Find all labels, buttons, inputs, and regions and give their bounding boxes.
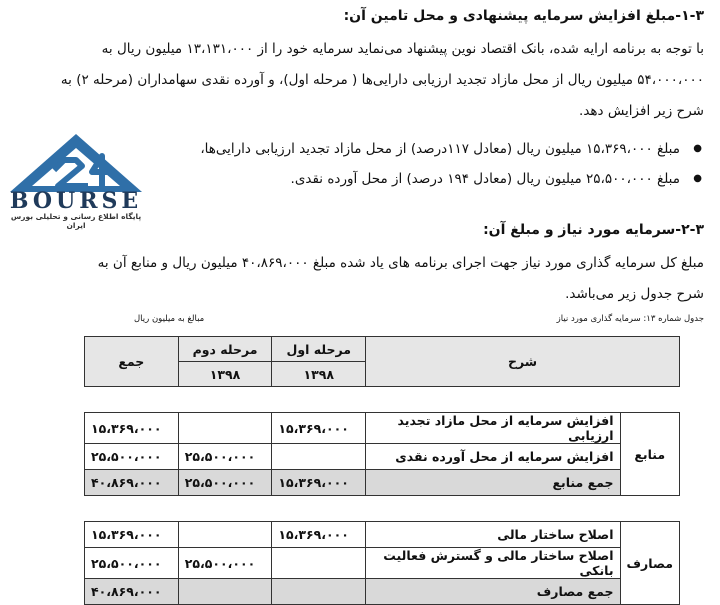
table-row: [85, 413, 680, 444]
bourse24-logo: [2, 130, 150, 230]
row-phase-2: ۲۵،۵۰۰،۰۰۰: [178, 444, 272, 470]
row-description: اصلاح ساختار مالی: [366, 522, 620, 548]
logo-wordmark: BOURSE: [9, 188, 143, 214]
row-total: ۲۵،۵۰۰،۰۰۰: [85, 444, 179, 470]
header-description: شرح: [366, 337, 680, 387]
row-phase-2: [178, 413, 272, 444]
group-label-uses: مصارف: [620, 522, 679, 605]
section-2-heading: ۲-۳-سرمایه مورد نیاز و مبلغ آن:: [483, 222, 704, 238]
section-2-line: مبلغ کل سرمایه گذاری مورد نیاز جهت اجرای برنامه های یاد شده مبلغ ۴۰،۸۶۹،۰۰۰ میلیون ریال و منابع آن به: [97, 255, 704, 271]
row-total: ۴۰،۸۶۹،۰۰۰: [85, 579, 179, 605]
row-phase-1: [272, 444, 366, 470]
row-description: جمع مصارف: [366, 579, 620, 605]
row-phase-2: ۲۵،۵۰۰،۰۰۰: [178, 548, 272, 579]
row-phase-1: ۱۵،۳۶۹،۰۰۰: [272, 470, 366, 496]
table-row: [85, 444, 680, 470]
row-total: ۱۵،۳۶۹،۰۰۰: [85, 413, 179, 444]
row-description: افزایش سرمایه از محل مازاد تجدید ارزیابی: [366, 413, 620, 444]
table-row-subtotal: [85, 470, 680, 496]
row-total: ۴۰،۸۶۹،۰۰۰: [85, 470, 179, 496]
funding-bullet-list: [150, 134, 704, 194]
group-label-sources: منابع: [620, 413, 679, 496]
section-1-line: با توجه به برنامه ارایه شده، بانک اقتصاد نوین پیشنهاد می‌نماید سرمایه خود را از ۱۳،۱۳۱،۰۰۰ میلیون ریال به: [101, 41, 704, 57]
row-phase-2: [178, 522, 272, 548]
section-1-heading: ۱-۳-مبلغ افزایش سرمایه پیشنهادی و محل تامین آن:: [343, 8, 704, 24]
table-header-row: [85, 337, 680, 362]
units-note: مبالغ به میلیون ریال: [134, 314, 205, 324]
header-phase-2: مرحله دوم: [178, 337, 272, 362]
row-description: افزایش سرمایه از محل آورده نقدی: [366, 444, 620, 470]
row-total: ۲۵،۵۰۰،۰۰۰: [85, 548, 179, 579]
row-phase-1: ۱۵،۳۶۹،۰۰۰: [272, 413, 366, 444]
table-row: [85, 548, 680, 579]
bullet-item: ● مبلغ ۲۵،۵۰۰،۰۰۰ میلیون ریال (معادل ۱۹۴ درصد) از محل آورده نقدی.: [150, 164, 680, 194]
row-description: اصلاح ساختار مالی و گسترش فعالیت بانکی: [366, 548, 620, 579]
logo-tagline: پایگاه اطلاع رسانی و تحلیلی بورس ایران: [10, 212, 142, 230]
section-1-paragraph: [22, 34, 704, 127]
table-caption: جدول شماره ۱۳: سرمایه گذاری مورد نیاز: [556, 314, 704, 324]
section-2-line: شرح جدول زیر می‌باشد.: [565, 286, 704, 302]
header-phase-2-year: ۱۳۹۸: [178, 362, 272, 387]
row-phase-2: ۲۵،۵۰۰،۰۰۰: [178, 470, 272, 496]
section-1-line: شرح زیر افزایش دهد.: [579, 103, 704, 119]
header-phase-1-year: ۱۳۹۸: [272, 362, 366, 387]
header-phase-1: مرحله اول: [272, 337, 366, 362]
row-phase-1: [272, 548, 366, 579]
investment-table: [84, 336, 680, 605]
section-1-line: ۵۴،۰۰۰،۰۰۰ میلیون ریال از محل مازاد تجدید ارزیابی دارایی‌ها ( مرحله اول)، و آورده نقدی سهامداران (مرحله ۲) به: [60, 72, 704, 88]
bullet-item: ● مبلغ ۱۵،۳۶۹،۰۰۰ میلیون ریال (معادل ۱۱۷درصد) از محل مازاد تجدید ارزیابی دارایی‌ها،: [150, 134, 680, 164]
table-row: [85, 522, 680, 548]
header-total: جمع: [85, 337, 179, 387]
section-2-paragraph: [22, 248, 704, 310]
row-description: جمع منابع: [366, 470, 620, 496]
row-total: ۱۵،۳۶۹،۰۰۰: [85, 522, 179, 548]
row-phase-1: ۱۵،۳۶۹،۰۰۰: [272, 522, 366, 548]
